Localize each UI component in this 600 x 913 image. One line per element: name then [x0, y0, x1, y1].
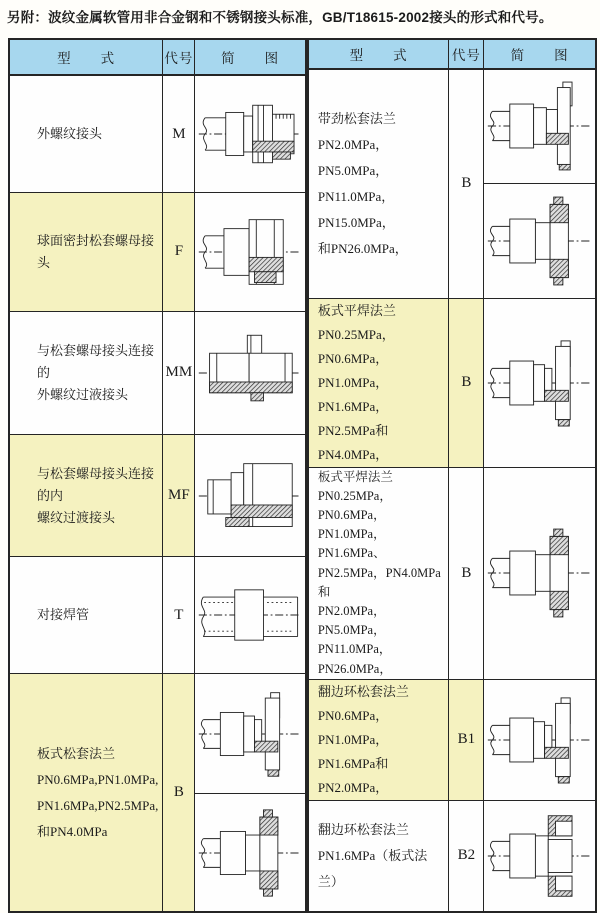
code-cell: M — [163, 75, 195, 192]
flat-weld-plate-flange-diagram — [486, 331, 594, 435]
type-line: 翻边环松套法兰 — [317, 821, 409, 837]
type-line: PN0.25MPa，PN0.6MPa， — [317, 326, 395, 366]
type-line: 外螺纹过液接头 — [37, 386, 129, 402]
type-cell — [9, 434, 163, 556]
table-header-row — [308, 39, 596, 69]
male-female-adapter-diagram — [197, 449, 303, 543]
type-line: PN0.25MPa，PN0.6MPa， — [317, 488, 392, 522]
union-nut-fitting-diagram — [197, 207, 303, 297]
column-header-code: 代号 — [163, 39, 195, 75]
code-cell: B2 — [449, 800, 484, 912]
type-line: PN2.5MPa，PN4.0MPa和 — [317, 565, 441, 599]
neck-loose-flange-section-diagram — [486, 189, 594, 293]
flanged-ring-loose-flange-diagram — [486, 688, 594, 792]
table-row — [9, 193, 306, 312]
type-line: PN2.0MPa，PN5.0MPa， — [317, 136, 389, 178]
type-line: 外螺纹接头 — [37, 126, 103, 142]
diagram-cell — [195, 75, 306, 192]
type-line: PN11.0MPa，PN15.0MPa， — [317, 188, 395, 230]
diagram-cell — [484, 183, 596, 298]
type-line: 板式平焊法兰 — [317, 469, 393, 484]
type-line: 和PN26.0MPa， — [317, 240, 408, 256]
male-male-adapter-diagram — [197, 326, 303, 420]
type-line: PN0.6MPa,PN1.0MPa, — [37, 771, 159, 787]
diagram-cell — [195, 193, 306, 312]
column-header-type: 型 式 — [9, 39, 163, 75]
type-line: PN1.6MPa（板式法兰） — [317, 847, 428, 889]
diagram-cell — [484, 69, 596, 183]
neck-loose-flange-diagram — [486, 74, 594, 178]
table-row — [308, 69, 596, 183]
type-line: 与松套螺母接头连接的内 — [37, 465, 155, 503]
table-row — [9, 674, 306, 794]
flat-weld-plate-flange-section-diagram — [486, 521, 594, 625]
type-line: PN11.0MPa，PN26.0MPa， — [317, 642, 392, 676]
column-header-diagram: 简 图 — [195, 39, 306, 75]
butt-weld-pipe-diagram — [197, 570, 303, 660]
flanged-collar-flange-diagram — [486, 804, 594, 908]
fittings-table-group — [8, 38, 597, 913]
type-line: 和PN4.0MPa — [37, 823, 108, 839]
diagram-cell — [484, 467, 596, 679]
column-header-diagram: 简 图 — [484, 39, 596, 69]
type-line: PN2.5MPa和PN4.0MPa， — [317, 422, 389, 462]
table-header-row — [9, 39, 306, 75]
plate-loose-flange-diagram — [197, 688, 303, 780]
code-cell: MF — [163, 434, 195, 556]
code-cell: B — [449, 69, 484, 298]
type-cell — [9, 674, 163, 912]
diagram-cell — [195, 434, 306, 556]
type-cell — [308, 298, 449, 467]
diagram-cell — [195, 674, 306, 794]
table-row — [308, 298, 596, 467]
plate-loose-flange-section-diagram — [197, 807, 303, 899]
code-cell: B — [449, 298, 484, 467]
male-thread-fitting-diagram — [197, 89, 303, 179]
type-line: PN0.6MPa，PN1.0MPa， — [317, 707, 389, 747]
table-row — [9, 311, 306, 434]
table-row — [308, 679, 596, 800]
code-cell: B1 — [449, 679, 484, 800]
table-row — [9, 557, 306, 674]
table-row — [308, 467, 596, 679]
table-row — [308, 800, 596, 912]
type-line: 螺纹过渡接头 — [37, 509, 116, 525]
type-line: 带劲松套法兰 — [317, 110, 396, 126]
diagram-cell — [195, 311, 306, 434]
column-header-code: 代号 — [449, 39, 484, 69]
diagram-cell — [484, 298, 596, 467]
type-cell — [308, 69, 449, 298]
code-cell: MM — [163, 311, 195, 434]
type-line: 板式松套法兰 — [37, 745, 116, 761]
table-row — [9, 434, 306, 556]
type-line: PN1.6MPa和PN2.0MPa， — [317, 755, 389, 795]
type-cell — [9, 557, 163, 674]
type-line: 与松套螺母接头连接的 — [37, 342, 155, 380]
type-line: PN2.0MPa，PN5.0MPa， — [317, 603, 386, 638]
type-line: 翻边环松套法兰 — [317, 683, 409, 699]
code-cell: B — [449, 467, 484, 679]
type-line: 球面密封松套螺母接头 — [37, 232, 155, 270]
type-line: PN1.6MPa,PN2.5MPa, — [37, 797, 159, 813]
diagram-cell — [484, 800, 596, 912]
fittings-table-left — [8, 38, 307, 913]
diagram-cell — [195, 557, 306, 674]
type-line: 对接焊管 — [37, 607, 90, 623]
type-cell — [308, 467, 449, 679]
type-line: PN1.0MPa，PN1.6MPa， — [317, 374, 389, 414]
code-cell: T — [163, 557, 195, 674]
code-cell: F — [163, 193, 195, 312]
column-header-type: 型 式 — [308, 39, 449, 69]
type-line: PN1.0MPa，PN1.6MPa、 — [317, 527, 386, 561]
table-row — [9, 75, 306, 192]
code-cell: B — [163, 674, 195, 912]
document-title: 另附：波纹金属软管用非合金钢和不锈钢接头标准，GB/T18615-2002接头的形式和代号。 — [7, 10, 553, 25]
type-cell — [9, 311, 163, 434]
diagram-cell — [484, 679, 596, 800]
type-cell — [9, 75, 163, 192]
fittings-table-right — [307, 38, 597, 913]
diagram-cell — [195, 794, 306, 913]
type-cell — [308, 679, 449, 800]
type-line: 板式平焊法兰 — [317, 302, 396, 318]
type-cell — [9, 193, 163, 312]
type-cell — [308, 800, 449, 912]
